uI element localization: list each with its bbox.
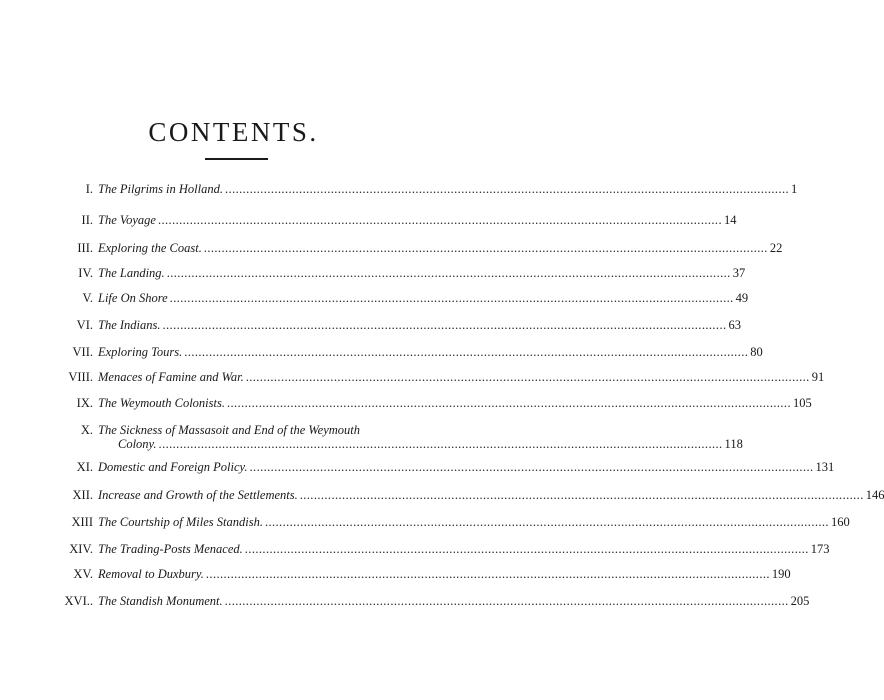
toc-chapter-number: XV. <box>73 567 93 581</box>
toc-chapter-title: Life On Shore <box>98 291 168 305</box>
dot-leader: ................................................................................................................................................................ <box>158 437 723 451</box>
toc-entry <box>0 317 741 335</box>
dot-leader: ................................................................................................................................................................ <box>249 460 814 474</box>
toc-chapter-title: The Standish Monument. <box>98 594 223 608</box>
toc-page-number: 146 <box>865 488 884 502</box>
toc-chapter-number: VII. <box>72 345 93 359</box>
toc-entry <box>0 487 884 505</box>
toc-entry <box>0 240 783 258</box>
toc-chapter-title: Menaces of Famine and War. <box>98 370 244 384</box>
toc-chapter-title: Removal to Duxbury. <box>98 567 204 581</box>
toc-page-number: 63 <box>728 318 741 332</box>
toc-entry <box>0 459 835 477</box>
dot-leader: ................................................................................................................................................................ <box>157 213 722 227</box>
toc-page-number: 14 <box>723 213 737 227</box>
toc-chapter-title: Domestic and Foreign Policy. <box>98 460 248 474</box>
toc-entry <box>0 344 763 362</box>
toc-page-number: 37 <box>732 266 746 280</box>
toc-chapter-number: VIII. <box>68 370 93 384</box>
dot-leader: ................................................................................................................................................................ <box>226 396 791 410</box>
toc-page-number: 190 <box>771 567 791 581</box>
dot-leader: ................................................................................................................................................................ <box>169 291 734 305</box>
toc-page-number: 91 <box>811 370 825 384</box>
toc-chapter-number: XVI.. <box>64 594 93 608</box>
title-divider <box>205 158 268 160</box>
toc-entry <box>0 541 830 559</box>
toc-page-number: 49 <box>735 291 749 305</box>
toc-chapter-title: The Courtship of Miles Standish. <box>98 515 263 529</box>
toc-entry <box>0 212 737 230</box>
toc-chapter-title: The Voyage <box>98 213 156 227</box>
page-title: CONTENTS. <box>148 117 319 147</box>
dot-leader: ................................................................................................................................................................ <box>205 567 770 581</box>
toc-chapter-number: XIII <box>71 515 93 529</box>
toc-entry <box>0 265 746 283</box>
toc-page-number: 205 <box>790 594 810 608</box>
toc-chapter-title: The Indians. <box>98 318 161 332</box>
toc-chapter-number: XIV. <box>69 542 93 556</box>
dot-leader: ................................................................................................................................................................ <box>245 370 810 384</box>
dot-leader: ................................................................................................................................................................ <box>224 594 789 608</box>
toc-chapter-number: XII. <box>72 488 93 502</box>
toc-entry <box>0 514 850 532</box>
toc-entry <box>0 566 791 584</box>
toc-page-number: 22 <box>769 241 783 255</box>
toc-chapter-title: The Pilgrims in Holland. <box>98 182 224 196</box>
toc-chapter-number: II. <box>81 213 93 227</box>
toc-chapter-title: Exploring Tours. <box>98 345 183 359</box>
dot-leader: ................................................................................................................................................................ <box>166 266 731 280</box>
toc-chapter-number: III. <box>77 241 93 255</box>
toc-page-number: 131 <box>815 460 835 474</box>
toc-chapter-title: The Weymouth Colonists. <box>98 396 225 410</box>
toc-chapter-number: IX. <box>76 396 93 410</box>
toc-chapter-number: V. <box>82 291 93 305</box>
toc-chapter-number: I. <box>85 182 93 196</box>
toc-chapter-number: VI. <box>76 318 93 332</box>
toc-page-number: 118 <box>724 437 743 451</box>
dot-leader: ................................................................................................................................................................ <box>162 318 727 332</box>
toc-chapter-title: Colony. <box>118 437 157 451</box>
toc-page-number: 80 <box>750 345 763 359</box>
dot-leader: ................................................................................................................................................................ <box>299 488 864 502</box>
toc-chapter-title-line: The Sickness of Massasoit and End of the Weymouth <box>98 423 361 437</box>
toc-entry <box>0 290 749 308</box>
toc-chapter-title: The Landing. <box>98 266 165 280</box>
toc-entry <box>0 422 743 456</box>
toc-page-number: 105 <box>792 396 812 410</box>
toc-entry <box>0 369 825 387</box>
toc-chapter-number: IV. <box>78 266 93 280</box>
dot-leader: ................................................................................................................................................................ <box>184 345 749 359</box>
toc-chapter-title: Exploring the Coast. <box>98 241 202 255</box>
dot-leader: ................................................................................................................................................................ <box>203 241 768 255</box>
toc-entry <box>0 593 810 611</box>
toc-entry <box>0 395 812 413</box>
toc-page-number: 160 <box>830 515 850 529</box>
toc-entry <box>0 181 798 199</box>
toc-chapter-title: Increase and Growth of the Settlements. <box>98 488 298 502</box>
dot-leader: ................................................................................................................................................................ <box>244 542 809 556</box>
toc-chapter-title: The Trading-Posts Menaced. <box>98 542 243 556</box>
toc-chapter-number: XI. <box>76 460 93 474</box>
toc-page-number: 1 <box>791 182 798 196</box>
dot-leader: ................................................................................................................................................................ <box>225 182 790 196</box>
dot-leader: ................................................................................................................................................................ <box>264 515 829 529</box>
toc-page-number: 173 <box>810 542 830 556</box>
toc-chapter-number: X. <box>80 423 93 437</box>
